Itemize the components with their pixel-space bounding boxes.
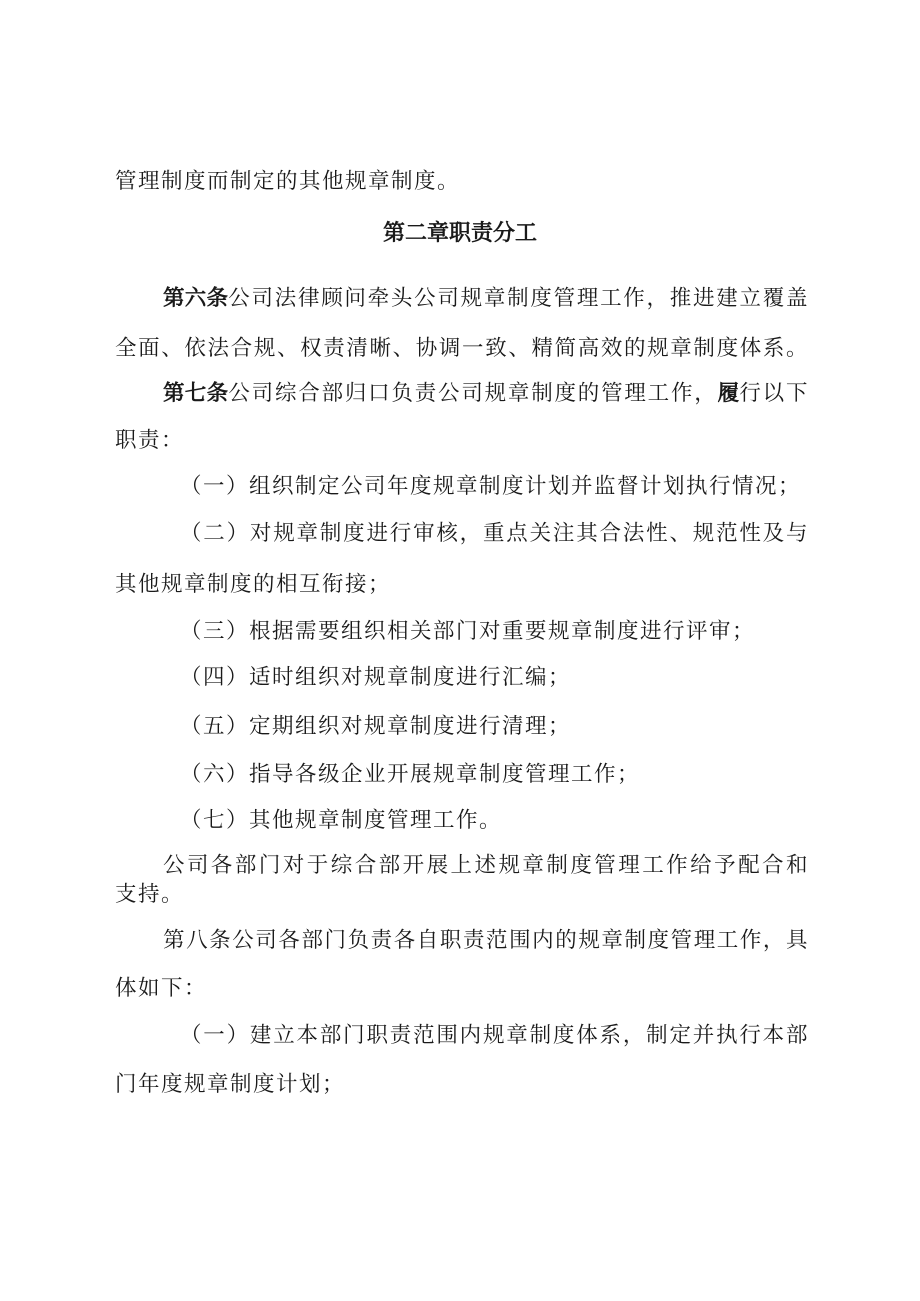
item-3: （三）根据需要组织相关部门对重要规章制度进行评审； [180, 619, 756, 644]
item-5: （五）定期组织对规章制度进行清理； [180, 714, 572, 739]
article-6-text: 公司法律顾问牵头公司规章制度管理工作，推进建立覆盖 [228, 286, 809, 311]
support-line-1: 公司各部门对于综合部开展上述规章制度管理工作给予配合和 [163, 853, 809, 878]
article-8-line-1: 第八条公司各部门负责各自职责范围内的规章制度管理工作，具 [163, 928, 809, 953]
article-6-line-2: 全面、依法合规、权责清晰、协调一致、精简高效的规章制度体系。 [115, 336, 809, 361]
article-7-text-b: 行以下 [739, 381, 809, 406]
article-7-text-a: 公司综合部归口负责公司规章制度的管理工作， [228, 381, 718, 406]
article-6-label: 第六条 [163, 286, 229, 311]
article-8-line-2: 体如下： [115, 976, 208, 1001]
article-7-label: 第七条 [163, 381, 229, 406]
item-4: （四）适时组织对规章制度进行汇编； [180, 665, 572, 690]
article-7-line-2: 职责： [115, 428, 185, 453]
article-6-line-1 [163, 284, 809, 314]
text-line-1: 管理制度而制定的其他规章制度。 [115, 169, 461, 194]
support-line-2: 支持。 [115, 882, 185, 907]
item-6: （六）指导各级企业开展规章制度管理工作； [180, 762, 641, 787]
article-7-line-1 [163, 379, 809, 409]
item-1: （一）组织制定公司年度规章制度计划并监督计划执行情况； [180, 474, 802, 499]
article-7-text-bold: 履 [717, 381, 740, 406]
item-7: （七）其他规章制度管理工作。 [180, 808, 503, 833]
item-2-line-1: （二）对规章制度进行审核，重点关注其合法性、规范性及与 [180, 521, 809, 546]
chapter-heading: 第二章职责分工 [382, 221, 537, 246]
article-8-item-1-line-2: 门年度规章制度计划； [115, 1072, 346, 1097]
item-2-line-2: 其他规章制度的相互衔接； [115, 572, 392, 597]
article-8-item-1-line-1: （一）建立本部门职责范围内规章制度体系，制定并执行本部 [180, 1023, 809, 1048]
